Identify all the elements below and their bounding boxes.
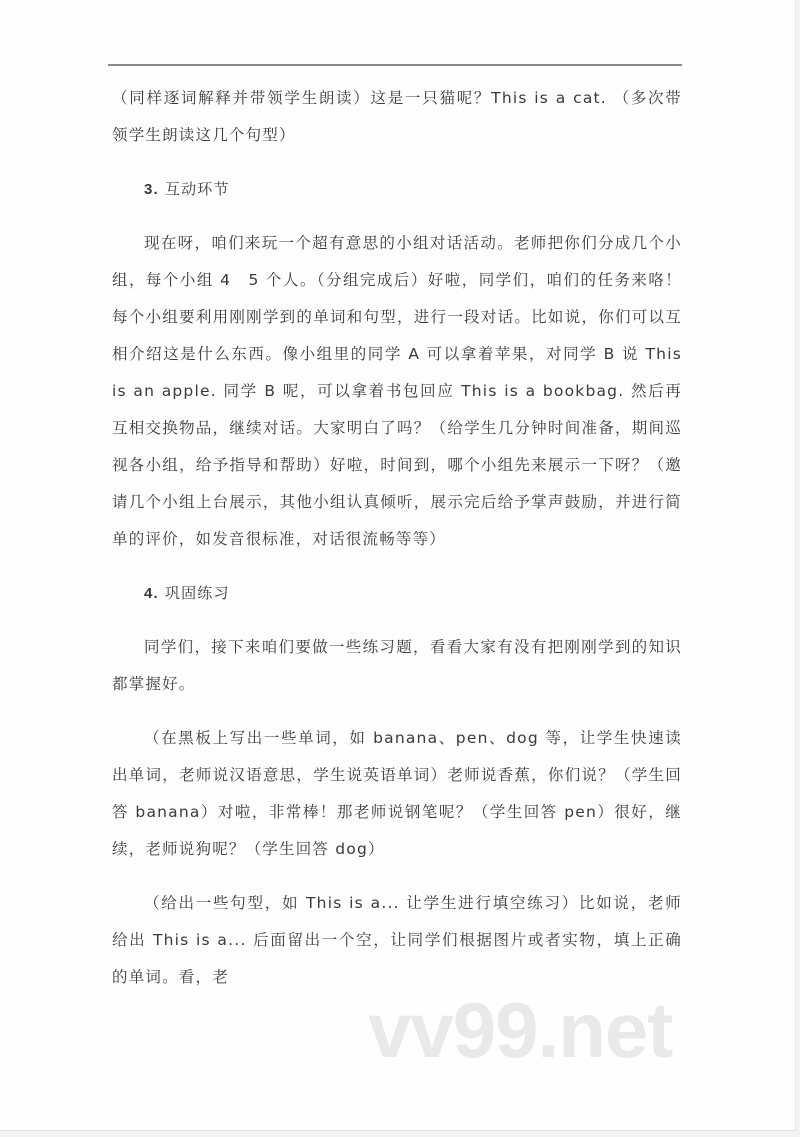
watermark: vv99.net [368, 986, 673, 1074]
section-heading-practice [112, 575, 682, 612]
paragraph-reading-instructions: （同样逐词解释并带领学生朗读）这是一只猫呢？This is a cat. （多次带领学生朗读这几个句型） [112, 89, 682, 144]
section-number: 4. [144, 585, 159, 602]
paragraph-group-dialogue: 现在呀，咱们来玩一个超有意思的小组对话活动。老师把你们分成几个小组，每个小组 4 5 个人。（分组完成后）好啦，同学们，咱们的任务来咯！每个小组要利用刚刚学到的单词和句型，进行一段对话。比如说，你们可以互相介绍这是什么东西。像小组里的同学 A 可以拿着苹果，对同学 B 说 This is an apple. 同学 B 呢，可以拿着书包回应 This is a bookbag. 然后再互相交换物品，继续对话。大家明白了吗？（给学生几分钟时间准备，期间巡视各小组，给予指导和帮助）好啦，时间到，哪个小组先来展示一下呀？（邀请几个小组上台展示，其他小组认真倾听，展示完后给予掌声鼓励，并进行简单的评价，如发音很标准，对话很流畅等等） [112, 234, 682, 548]
paragraph-word-drill: （在黑板上写出一些单词，如 banana、pen、dog 等，让学生快速读出单词，老师说汉语意思，学生说英语单词）老师说香蕉，你们说？（学生回答 banana）对啦，非常棒！那老师说钢笔呢？（学生回答 pen）很好，继续，老师说狗呢？（学生回答 dog） [112, 729, 682, 858]
section-title: 巩固练习 [164, 584, 230, 602]
section-heading-interaction [112, 171, 682, 208]
document-body [112, 80, 682, 996]
section-number: 3. [144, 181, 159, 198]
header-rule [108, 64, 682, 66]
paragraph-sentence-fill: （给出一些句型，如 This is a... 让学生进行填空练习）比如说，老师给出 This is a... 后面留出一个空，让同学们根据图片或者实物，填上正确的单词。看，老 [112, 894, 682, 986]
section-title: 互动环节 [164, 180, 230, 198]
paragraph-practice-intro: 同学们，接下来咱们要做一些练习题，看看大家有没有把刚刚学到的知识都掌握好。 [112, 638, 682, 693]
